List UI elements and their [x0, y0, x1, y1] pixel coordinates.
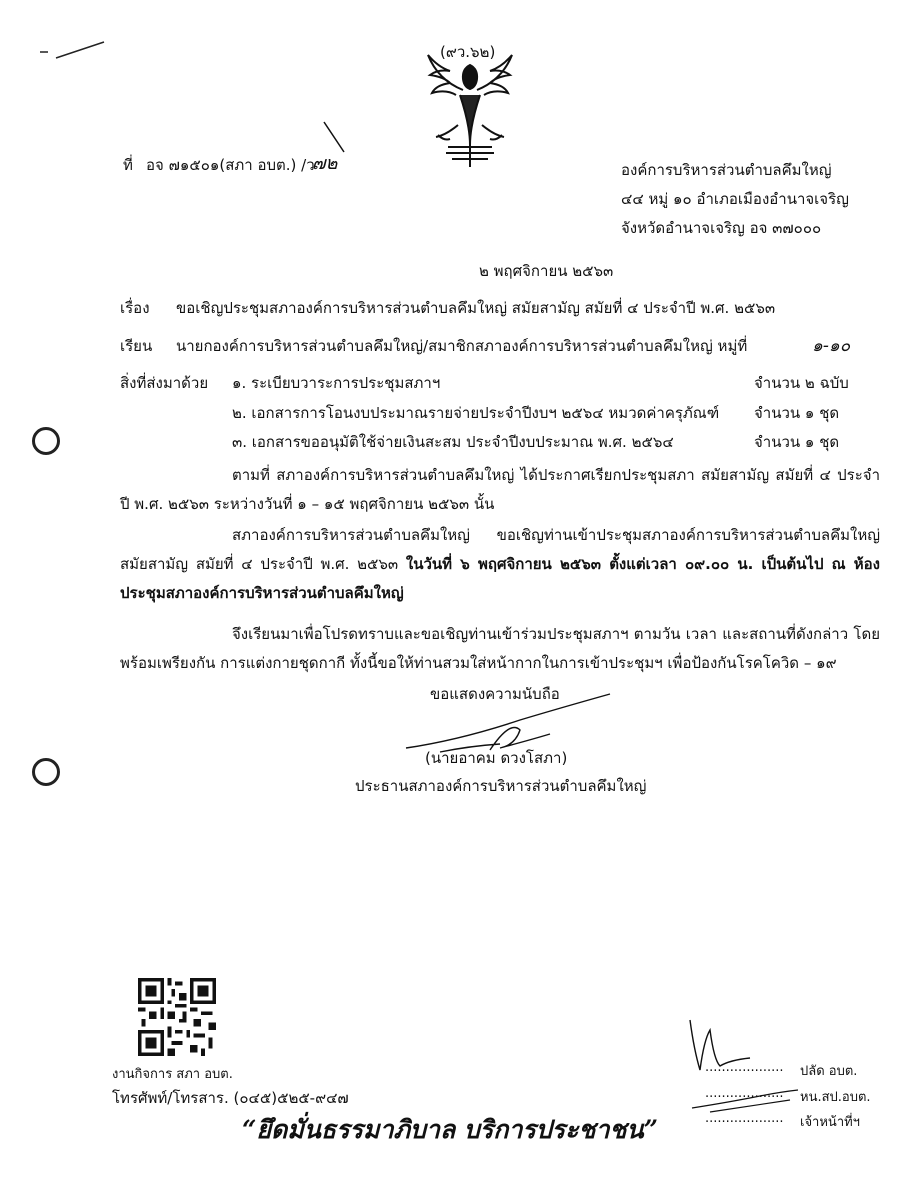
initial-label-2: หน.สป.อบต.: [800, 1090, 871, 1105]
enclosures-label: สิ่งที่ส่งมาด้วย: [120, 374, 209, 392]
doc-number: อจ ๗๑๕๐๑(สภา อบต.) /ว: [146, 156, 315, 174]
footer-unit: งานกิจการ สภา อบต.: [112, 1067, 233, 1082]
garuda-code: (๙ว.๖๒): [440, 43, 496, 61]
subject-text: ขอเชิญประชุมสภาองค์การบริหารส่วนตำบลคึมใหญ่ สมัยสามัญ สมัยที่ ๔ ประจำปี พ.ศ. ๒๕๖๓: [176, 299, 776, 317]
paragraph-1: [120, 461, 880, 519]
closing: ขอแสดงความนับถือ: [430, 685, 560, 703]
signer-title: ประธานสภาองค์การบริหารส่วนตำบลคึมใหญ่: [355, 777, 647, 795]
enclosure-2-qty: จำนวน ๑ ชุด: [754, 404, 840, 422]
garuda-emblem: [418, 35, 522, 175]
to-text: นายกองค์การบริหารส่วนตำบลคึมใหญ่/สมาชิกสภาองค์การบริหารส่วนตำบลคึมใหญ่ หมู่ที่: [176, 337, 748, 355]
pen-mark: [38, 38, 108, 68]
sender-line-2: ๔๔ หมู่ ๑๐ อำเภอเมืองอำนาจเจริญ: [621, 190, 849, 208]
enclosure-1-qty: จำนวน ๒ ฉบับ: [754, 374, 849, 392]
handwritten-stroke: [320, 118, 350, 158]
motto: “ยึดมั่นธรรมาภิบาล บริการประชาชน”: [242, 1115, 658, 1144]
initial-label-3: เจ้าหน้าที่ฯ: [800, 1115, 860, 1130]
subject-label: เรื่อง: [120, 299, 150, 317]
paragraph-2: [120, 521, 880, 608]
initial-label-1: ปลัด อบต.: [800, 1064, 858, 1079]
to-label: เรียน: [120, 337, 153, 355]
initial-dots-1: ...................: [705, 1060, 784, 1075]
enclosure-3-qty: จำนวน ๑ ชุด: [754, 433, 840, 451]
qr-code: [138, 978, 216, 1056]
signer-name: (นายอาคม ดวงโสภา): [425, 749, 568, 767]
paragraph-1-text: ตามที่ สภาองค์การบริหารส่วนตำบลคึมใหญ่ ได้ประกาศเรียกประชุมสภา สมัยสามัญ สมัยที่ ๔ ประจำปี พ.ศ. ๒๕๖๓ ระหว่างวันที่ ๑ – ๑๕ พฤศจิกายน ๒๕๖๓ นั้น: [120, 466, 880, 513]
punch-hole-bottom: [32, 758, 60, 786]
punch-hole-top: [32, 427, 60, 455]
doc-number-label: ที่: [123, 156, 133, 174]
footer-phone: โทรศัพท์/โทรสาร. (๐๔๕)๕๒๕-๙๔๗: [112, 1089, 349, 1107]
paragraph-3: [120, 620, 880, 678]
document-date: ๒ พฤศจิกายน ๒๕๖๓: [479, 262, 614, 280]
paragraph-3-text: จึงเรียนมาเพื่อโปรดทราบและขอเชิญท่านเข้าร่วมประชุมสภาฯ ตามวัน เวลา และสถานที่ดังกล่าว โดยพร้อมเพรียงกัน การแต่งกายชุดกากี ทั้งนี้ขอให้ท่านสวมใส่หน้ากากในการเข้าประชุมฯ เพื่อป้องกันโรคโควิด – ๑๙: [120, 625, 880, 672]
sender-line-3: จังหวัดอำนาจเจริญ อจ ๓๗๐๐๐: [621, 219, 822, 237]
to-handwritten: ๑-๑๐: [812, 336, 851, 356]
initial-dots-2: ...................: [705, 1086, 784, 1101]
doc-number-handwritten: ๗๒: [312, 153, 338, 174]
enclosure-3-text: ๓. เอกสารขออนุมัติใช้จ่ายเงินสะสม ประจำปีงบประมาณ พ.ศ. ๒๕๖๔: [232, 433, 674, 451]
sender-line-1: องค์การบริหารส่วนตำบลคึมใหญ่: [621, 161, 832, 179]
initial-dots-3: ...................: [705, 1111, 784, 1126]
paragraph-2-bold: ในวันที่ ๖ พฤศจิกายน ๒๕๖๓ ตั้งแต่เวลา ๐๙.๐๐ น. เป็นต้นไป ณ ห้องประชุมสภาองค์การบริหารส่วนตำบลคึมใหญ่: [120, 555, 880, 602]
paragraph-2-text: สภาองค์การบริหารส่วนตำบลคึมใหญ่ ขอเชิญท่านเข้าประชุมสภาองค์การบริหารส่วนตำบลคึมใหญ่ สมัยสามัญ สมัยที่ ๔ ประจำปี พ.ศ. ๒๕๖๓: [120, 526, 880, 573]
enclosure-2-text: ๒. เอกสารการโอนงบประมาณรายจ่ายประจำปีงบฯ ๒๕๖๔ หมวดค่าครุภัณฑ์: [232, 404, 720, 422]
enclosure-1-text: ๑. ระเบียบวาระการประชุมสภาฯ: [232, 374, 441, 392]
